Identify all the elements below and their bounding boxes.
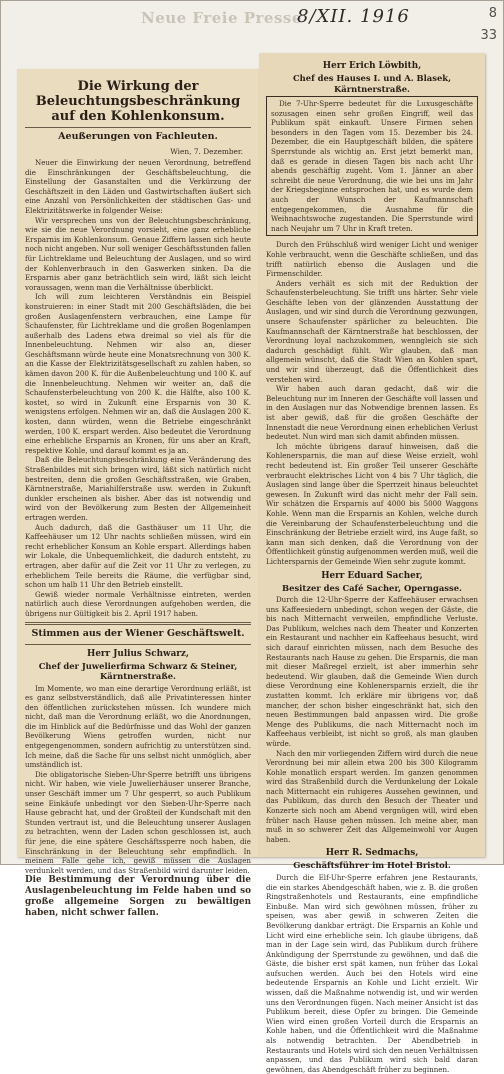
page-numbers <box>480 3 497 47</box>
clipping-right-column <box>259 53 485 1074</box>
page-number-top: 8 <box>488 6 497 21</box>
paragraph: Im Momente, wo man eine derartige Verordnung erläßt, ist es ganz selbstverständlich, daß alle Privatinteressen hinter den öffentlichen zurückstehen müssen. Ich wundere mich nicht, daß man die Verordnung erläßt, wo die Anordnungen, die im Hinblick auf die Bedürfnisse und das Wohl der ganzen Bevölkerung Wiens getroffen wurden, nicht nur entgegengenommen, sondern aufrichtig zu unterstützen sind. Ich meine, daß die Sache für uns selbst nicht unmöglich, aber umständlich ist. <box>25 683 251 770</box>
divider <box>25 622 251 625</box>
speaker-name: Herr Erich Löwbith, <box>322 61 422 71</box>
divider <box>25 127 251 128</box>
paragraph: Ich möchte übrigens darauf hinweisen, daß die Kohlenersparnis, die man auf diese Weise erzielt, wohl recht bedeutend ist. Ein großer Teil unserer Geschäfte verbraucht elektrisches Licht von 4 bis 7 Uhr täglich, die Auslagen sind lange über die Sperrzeit hinaus beleuchtet gewesen. In Zukunft wird das nicht mehr der Fall sein. Wir schätzen die Ersparnis auf 4000 bis 5000 Waggons Kohle. Wenn man die Ersparnis an Kohlen, welche durch die Vereinbarung der Schaufensterbeleuchtung und die Einschränkung der Betriebe erzielt wird, ins Auge faßt, so kann man sich denken, daß die Verordnung von der Öffentlichkeit günstig aufgenommen werden muß, weil die Lichtersparnis der Gemeinde Wien sehr zugute kommt. <box>266 441 478 566</box>
speaker-name: Herr Julius Schwarz, <box>87 648 189 659</box>
paragraph: Die 7-Uhr-Sperre bedeutet für die Luxusgeschäfte sozusagen einen sehr großen Eingriff, weil das Publikum spät einkauft. Unsere Firmen sehen besonders in den Tagen vom 15. Dezember bis 24. Dezember, die ein Hauptgeschäft bilden, die spätere Sperrstunde als wichtig an. Erst jetzt bemerkt man, daß es gerade in diesen Tagen bis nach acht Uhr abends geschäftig zugeht. Vom 1. Jänner an aber schreibt die neue Verordnung, die wie bei uns im Jahr der Kriegsbeginne entsprochen hat, und es wurde dem auch der Wunsch der Kaufmannschaft entgegengekommen, die Ausnahme für die Weihnachtswoche zugestanden. Die Sperrstunde wird nach Neujahr um 7 Uhr in Kraft treten. <box>271 99 473 233</box>
closing-bold-text: Die Bestimmung der Verordnung über die Auslagenbeleuchtung im Felde haben und so große allgemeine Sorgen zu bewältigen haben, nicht schwer fallen. <box>25 875 251 919</box>
divider <box>25 644 251 645</box>
paragraph: Daß die Beleuchtungsbeschränkung eine Veränderung des Straßenbildes mit sich bringen wird, läßt sich natürlich nicht bestreiten, denn die großen Geschäftsstraßen, wie Graben, Kärntnerstraße, Mariahilferstraße usw. werden in Zukunft dunkler erscheinen als bisher. Aber das ist notwendig und wird von der Bevölkerung zum Besten der Allgemeinheit ertragen werden. <box>25 455 251 522</box>
paragraph: Nach den mir vorliegenden Ziffern wird durch die neue Verordnung bei mir allein etwa 200 bis 300 Kilogramm Kohle monatlich erspart werden. Im ganzen genommen wird das Straßenbild durch die Verdunkelung der Lokale nach Mitternacht ein ruhigeres Aussehen gewinnen, und das Publikum, das durch den Besuch der Theater und Konzerte sich noch am Abend vergnügen will, wird eben früher nach Hause gehen müssen. Ich meine aber, man muß in so schwerer Zeit das Allgemeinwohl vor Augen haben. <box>266 748 478 844</box>
speaker-name: Herr Eduard Sacher, <box>321 570 423 581</box>
boxed-quote <box>266 96 478 236</box>
page-number-bottom: 33 <box>480 28 497 43</box>
paragraph: Wir versprechen uns von der Beleuchtungsbeschränkung, wie sie die neue Verordnung vorsieht, eine ganz erhebliche Ersparnis im Kohlenkonsum. Genaue Ziffern lassen sich heute noch nicht angeben. Nur soll weniger Geschäftsstunden fallen für Lichtreklame und Beleuchtung der Auslagen, und so wird der Kohlenverbrauch in den Gaswerken sinken. Da die Ersparnis aber ganz beträchtlich sein wird, läßt sich leicht voraussagen, wenn man die Verhältnisse überblickt. <box>25 215 251 292</box>
dateline: Wien, 7. Dezember. <box>170 147 243 156</box>
paragraph: Anders verhält es sich mit der Reduktion der Schaufensterbeleuchtung. Sie trifft uns härter. Sehr viele Geschäfte leben von der glänzenden Ausstattung der Auslagen, und wir sind durch die Verordnung gezwungen, unsere Schaufenster spärlicher zu beleuchten. Die Kaufmannschaft der Kärntnerstraße hat beschlossen, der Verordnung loyal nachzukommen, wenngleich sie sich dadurch geschädigt fühlt. Wir glauben, daß man allgemein wünscht, daß die Stadt Wien an Kohlen spart, und wir sind überzeugt, daß die Öffentlichkeit dies verstehen wird. <box>266 278 478 384</box>
paragraph: Neuer die Einwirkung der neuen Verordnung, betreffend die Einschränkungen der Geschäftsbeleuchtung, die Einstellung der Gasanstalten und die Verkürzung der Geschäftszeit in den Läden und Gastwirtschaften äußert sich eine Anzahl von Persönlichkeiten der städtischen Gas- und Elektrizitätswerke in folgender Weise: <box>25 158 251 215</box>
speaker-role: Chef des Hauses I. und A. Blasek, Kärntnerstraße. <box>293 73 451 94</box>
article-headline: Die Wirkung der Beleuchtungsbeschränkung auf den Kohlenkonsum. <box>35 79 241 124</box>
paragraph: Durch die 12-Uhr-Sperre der Kaffeehäuser erwachsen uns Kaffeesiedern unbedingt, schon wegen der Gäste, die bis nach Mitternacht verweilen, empfindliche Verluste. Das Publikum, welches nach dem Theater und Konzerten ein Restaurant und nachher ein Kaffeehaus besucht, wird sich darauf einrichten müssen, nach dem Besuche des Restaurants nach Hause zu gehen. Die Ersparnis, die man mit dieser Maßregel erzielt, ist aber immerhin sehr bedeutend. Wir glauben, daß die Gemeinde Wien durch diese Verordnung eine Kohlenersparnis erzielt, die ihr zustatten kommt. Ich erkläre mir übrigens vor, daß mancher, der schon bisher eingeschränkt hat, sich den neuen Bestimmungen bald anpassen wird. Die große Menge des Publikums, die nach Mitternacht noch im Kaffeehaus verbleibt, ist nicht so groß, als man glauben würde. <box>266 595 478 748</box>
speaker-name: Herr R. Sedmachs, <box>325 848 419 859</box>
masthead-stamp: Neue Freie Presse <box>141 9 302 27</box>
paragraph: Die obligatorische Sieben-Uhr-Sperre betrifft uns übrigens nicht. Wir haben, wie viele Juwelierhäuser unserer Branche, unser Geschäft immer um 7 Uhr gesperrt, so auch Publikum seine Einkäufe unbedingt vor den Sieben-Uhr-Sperre nach Hause gebracht hat, und der Großteil der Kundschaft mit den Stunden vertraut ist, und die Beleuchtung unserer Auslagen zu betrachten, wenn der Laden schon geschlossen ist, auch für jene, die eine spätere Geschäftssperre noch haben, die Einschränkung in der Beleuchtung sehr empfindlich. In meinem Falle gehe ich, gewiß müssen die Auslagen verdunkelt werden, und das Straßenbild wird darunter leiden. <box>25 769 251 875</box>
article-subheadline: Aeußerungen von Fachleuten. <box>58 131 218 142</box>
paragraph: Gewiß wieder normale Verhältnisse eintreten, werden natürlich auch diese Verordnungen aufgehoben werden, die übrigens nur Gültigkeit bis 2. April 1917 haben. <box>25 589 251 618</box>
paragraph: Ich will zum leichteren Verständnis ein Beispiel konstruieren: in einer Stadt mit 200 Geschäftsläden, die bei großen Auslagenfenstern verbrauchen, eine Lampe für Schaufenster, für Lichtreklame und die großen Bogenlampen außerhalb des Ladens etwa dreimal so viel als für die Innenbeleuchtung. Nehmen wir also an, dieser Geschäftsmann würde heute eine Monatsrechnung von 300 K. an die Kasse der Elektrizitätsgesellschaft zu zahlen haben, so kämen davon 200 K. für die Außenbeleuchtung und 100 K. auf die Innenbeleuchtung. Nehmen wir weiter an, daß die Schaufensterbeleuchtung von 200 K. die Hälfte, also 100 K. kostet, so wird in Zukunft eine Ersparnis von 30 K. wenigstens erfolgen. Nehmen wir an, daß die Auslagen 200 K. kosten, dann würden, wenn die Betriebe eingeschränkt werden, 100 K. erspart werden. Also bedeutet die Verordnung eine erhebliche Ersparnis an Kronen, für uns aber an Kraft, respektive Kohle, und darauf kommt es ja an. <box>25 292 251 455</box>
paragraph: Durch die Elf-Uhr-Sperre erfahren jene Restaurants, die ein starkes Abendgeschäft haben, wie z. B. die großen Ringstraßenhotels und Restaurants, eine empfindliche Einbuße. Man wird sich gewöhnen müssen, früher zu speisen, was aber gewiß in schweren Zeiten die Bevölkerung dankbar erträgt. Die Ersparnis an Kohle und Licht wird eine erhebliche sein. Ich glaube übrigens, daß man in der Lage sein wird, das Publikum durch frühere Ankündigung der Sperrstunde zu gewöhnen, und daß die Gäste, die bisher erst spät kamen, nun früher das Lokal aufsuchen werden. Auch bei den Hotels wird eine bedeutende Ersparnis an Kohle und Licht erzielt. Wir wissen, daß die Maßnahme notwendig ist, und wir werden uns den Verordnungen fügen. Nach meiner Ansicht ist das Publikum bereit, diese Opfer zu bringen. Die Gemeinde Wien wird einen großen Vorteil durch die Ersparnis an Kohle haben, und die Öffentlichkeit wird die Maßnahme als notwendig betrachten. Der Abendbetrieb in Restaurants und Hotels wird sich den neuen Verhältnissen anpassen, und das Publikum wird sich bald daran gewöhnen, das Abendgeschäft früher zu beginnen. <box>266 872 478 1074</box>
speaker-role: Besitzer des Café Sacher, Operngasse. <box>282 582 462 593</box>
clipping-left-column <box>17 69 259 919</box>
speaker-role: Geschäftsführer im Hotel Bristol. <box>293 860 451 871</box>
speaker-role: Chef der Juwelierfirma Schwarz & Steiner, Kärntnerstraße. <box>38 660 238 681</box>
paragraph: Auch dadurch, daß die Gasthäuser um 11 Uhr, die Kaffeehäuser um 12 Uhr nachts schließen müssen, wird ein recht erheblicher Konsum an Kohle erspart. Allerdings haben wir Lokale, die Unbequemlichkeit, die dadurch entsteht, zu ertragen, aber dafür auf die Zeit vor 11 Uhr zu verlegen, zu erheblichem Teile bereits die Räume, die verfügbar sind, schon um halb 11 Uhr den Betrieb einstellt. <box>25 522 251 590</box>
handwritten-date: 8/XII. 1916 <box>297 6 410 27</box>
paragraph: Durch den Frühschluß wird weniger Licht und weniger Kohle verbraucht, wenn die Geschäfte schließen, und das trifft natürlich ebenso die Auslagen und die Firmenschilder. <box>266 240 478 279</box>
section-heading: Stimmen aus der Wiener Geschäftswelt. <box>31 627 245 639</box>
paragraph: Wir haben auch daran gedacht, daß wir die Beleuchtung nur im Inneren der Geschäfte voll lassen und in den Auslagen nur das Notwendige brennen lassen. Es ist aber gewiß, daß für die großen Geschäfte der Innenstadt die neue Verordnung einen erheblichen Verlust bedeutet. Nun wird man sich damit abfinden müssen. <box>266 384 478 442</box>
